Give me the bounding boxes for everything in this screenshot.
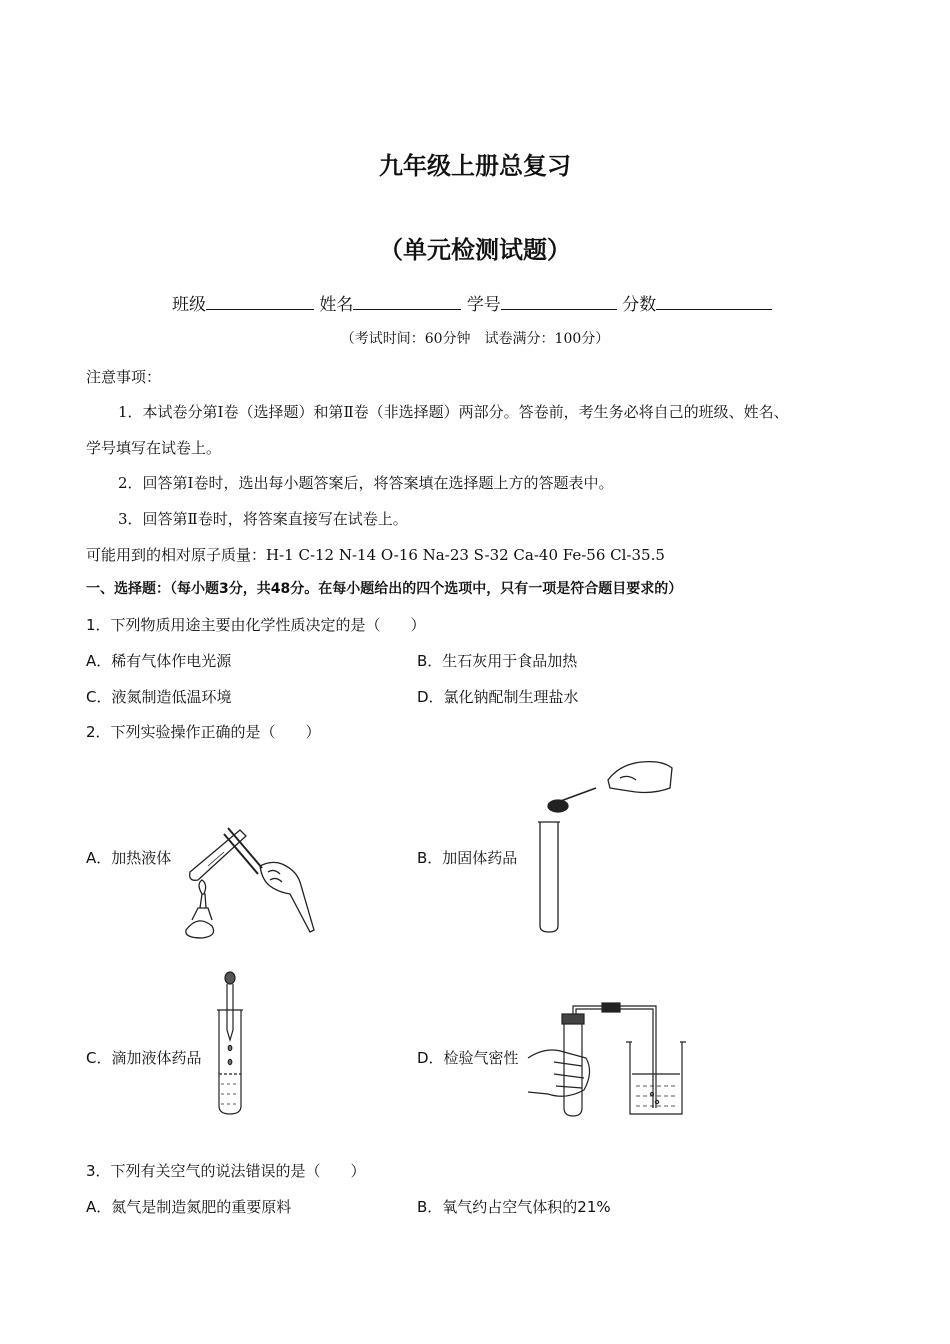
question-3-option-b[interactable]: B．氧气约占空气体积的21% <box>417 1198 611 1216</box>
notice-item-2: 2．回答第Ⅰ卷时，选出每小题答案后，将答案填在选择题上方的答题表中。 <box>118 474 614 492</box>
field-score-label: 分数 <box>622 295 657 315</box>
section-1-heading: 一、选择题：（每小题3分，共48分。在每小题给出的四个选项中，只有一项是符合题目要求的） <box>86 581 683 597</box>
question-2-option-a[interactable]: A．加热液体 <box>86 849 172 867</box>
question-2-stem: 2．下列实验操作正确的是（ ） <box>86 723 321 741</box>
question-1-option-b[interactable]: B．生石灰用于食品加热 <box>417 652 578 670</box>
question-3-stem: 3．下列有关空气的说法错误的是（ ） <box>86 1162 366 1180</box>
question-1-option-a[interactable]: A．稀有气体作电光源 <box>86 652 232 670</box>
field-class-label: 班级 <box>172 295 206 315</box>
student-info-fields <box>172 290 772 315</box>
page-title: 九年级上册总复习 <box>379 152 571 180</box>
notice-item-3: 3．回答第Ⅱ卷时，将答案直接写在试卷上。 <box>118 510 408 528</box>
notice-heading: 注意事项： <box>86 368 162 386</box>
airtightness-check-illustration <box>526 996 690 1118</box>
field-id-label: 学号 <box>466 295 501 315</box>
field-class-blank[interactable] <box>206 295 314 310</box>
field-name-label: 姓名 <box>319 295 354 315</box>
exam-info: （考试时间：60分钟 试卷满分：100分） <box>340 331 610 347</box>
question-2-option-b[interactable]: B．加固体药品 <box>417 849 518 867</box>
page-subtitle: （单元检测试题） <box>379 236 571 264</box>
dropping-liquid-illustration <box>212 970 252 1118</box>
question-2-option-c[interactable]: C．滴加液体药品 <box>86 1049 202 1067</box>
question-2-option-d[interactable]: D．检验气密性 <box>417 1049 519 1067</box>
heating-liquid-illustration <box>178 822 320 940</box>
notice-item-1: 1．本试卷分第Ⅰ卷（选择题）和第Ⅱ卷（非选择题）两部分。答卷前，考生务必将自己的班级、姓名、 <box>118 403 789 421</box>
field-name-blank[interactable] <box>353 295 461 310</box>
atomic-masses: 可能用到的相对原子质量：H-1 C-12 N-14 O-16 Na-23 S-32 Ca-40 Fe-56 Cl-35.5 <box>86 546 665 564</box>
question-1-option-d[interactable]: D．氯化钠配制生理盐水 <box>417 688 579 706</box>
field-score-blank[interactable] <box>656 295 772 310</box>
question-3-option-a[interactable]: A．氮气是制造氮肥的重要原料 <box>86 1198 292 1216</box>
notice-item-1-cont: 学号填写在试卷上。 <box>86 439 222 457</box>
question-1-option-c[interactable]: C．液氮制造低温环境 <box>86 688 232 706</box>
adding-solid-illustration <box>536 754 676 934</box>
question-1-stem: 1．下列物质用途主要由化学性质决定的是（ ） <box>86 616 426 634</box>
field-id-blank[interactable] <box>501 295 617 310</box>
